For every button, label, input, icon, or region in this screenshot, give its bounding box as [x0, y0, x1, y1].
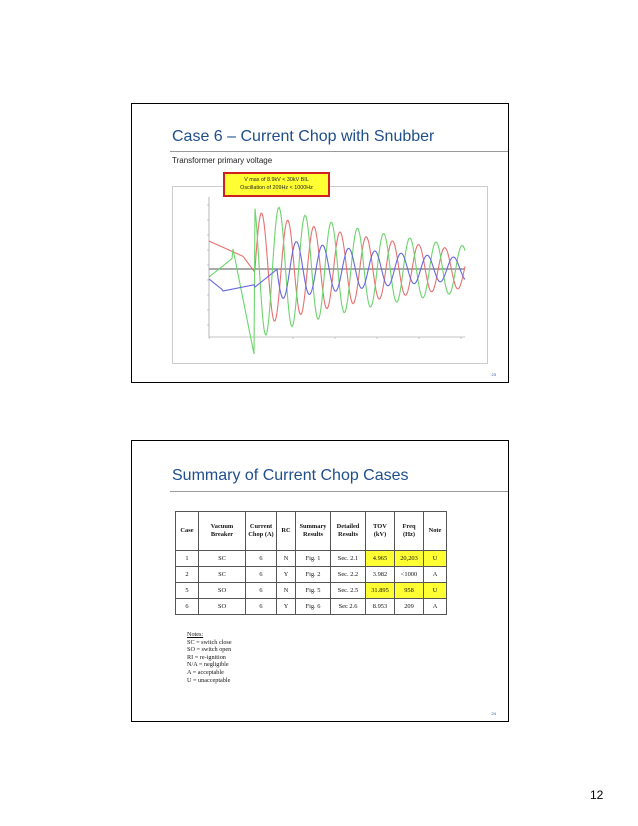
title-divider [170, 151, 508, 152]
header-vacuum-breaker: Vacuum Breaker [199, 512, 246, 551]
header-detailed-results: Detailed Results [331, 512, 366, 551]
slide-case-6 [131, 103, 509, 383]
slide-summary [131, 440, 509, 722]
annotation-callout [223, 172, 330, 197]
cell: A [424, 599, 447, 615]
cell-highlighted: 958 [395, 583, 424, 599]
page-number: 12 [590, 788, 604, 802]
cell: 209 [395, 599, 424, 615]
header-summary-results: Summary Results [296, 512, 331, 551]
cell: 6 [246, 583, 277, 599]
slide-number: 24 [491, 711, 496, 716]
red-phase-line [209, 213, 465, 321]
cell: <1000 [395, 567, 424, 583]
cell: Sec. 2.2 [331, 567, 366, 583]
callout-line-2: Oscillation of 209Hz < 1000Hz [240, 185, 313, 191]
note-item: A = acceptable [187, 668, 224, 676]
cell: 1 [176, 551, 199, 567]
cell: 8.953 [366, 599, 395, 615]
cell-highlighted: 31.895 [366, 583, 395, 599]
cell: 3.982 [366, 567, 395, 583]
cell: 2 [176, 567, 199, 583]
cell-highlighted: 4.965 [366, 551, 395, 567]
cell: SO [199, 599, 246, 615]
voltage-waveform-chart [172, 186, 488, 364]
cell: Fig. 5 [296, 583, 331, 599]
table-row [176, 551, 447, 567]
waveform-plot [173, 187, 487, 363]
notes-heading: Notes: [187, 631, 204, 638]
summary-table [175, 511, 447, 615]
cell: N [277, 583, 296, 599]
header-freq: Freq (Hz) [395, 512, 424, 551]
slide-title: Case 6 – Current Chop with Snubber [172, 128, 435, 145]
cell: 5 [176, 583, 199, 599]
header-case: Case [176, 512, 199, 551]
cell: SO [199, 583, 246, 599]
title-divider [170, 491, 508, 492]
cell: SC [199, 567, 246, 583]
cell: Fig. 1 [296, 551, 331, 567]
cell-highlighted: U [424, 551, 447, 567]
cell: N [277, 551, 296, 567]
cell: Fig. 6 [296, 599, 331, 615]
table-row [176, 583, 447, 599]
cell: 6 [246, 599, 277, 615]
header-current-chop: Current Chop (A) [246, 512, 277, 551]
callout-line-1: V max of 8.9kV < 30kV BIL [244, 177, 309, 183]
note-item: N/A = negligible [187, 661, 229, 669]
cell: 6 [176, 599, 199, 615]
table-row [176, 599, 447, 615]
cell-highlighted: U [424, 583, 447, 599]
cell: SC [199, 551, 246, 567]
header-tov: TOV (kV) [366, 512, 395, 551]
cell: Sec. 2.1 [331, 551, 366, 567]
cell: Sec. 2.5 [331, 583, 366, 599]
note-item: SC = switch close [187, 638, 232, 646]
note-item: RI = re-ignition [187, 653, 226, 661]
cell: Fig. 2 [296, 567, 331, 583]
cell: Y [277, 567, 296, 583]
header-rc: RC [277, 512, 296, 551]
slide-number: 23 [491, 372, 496, 377]
cell: A [424, 567, 447, 583]
note-item: U = unacceptable [187, 676, 231, 684]
green-phase-line [209, 207, 465, 354]
note-item: SO = switch open [187, 646, 232, 654]
header-note: Note [424, 512, 447, 551]
slide-title: Summary of Current Chop Cases [172, 467, 409, 484]
cell: Sec 2.6 [331, 599, 366, 615]
table-row [176, 567, 447, 583]
notes-block [187, 631, 232, 684]
cell: 6 [246, 567, 277, 583]
cell: Y [277, 599, 296, 615]
table-header-row [176, 512, 447, 551]
cell-highlighted: 20,203 [395, 551, 424, 567]
cell: 6 [246, 551, 277, 567]
slide-subtitle: Transformer primary voltage [172, 156, 273, 165]
